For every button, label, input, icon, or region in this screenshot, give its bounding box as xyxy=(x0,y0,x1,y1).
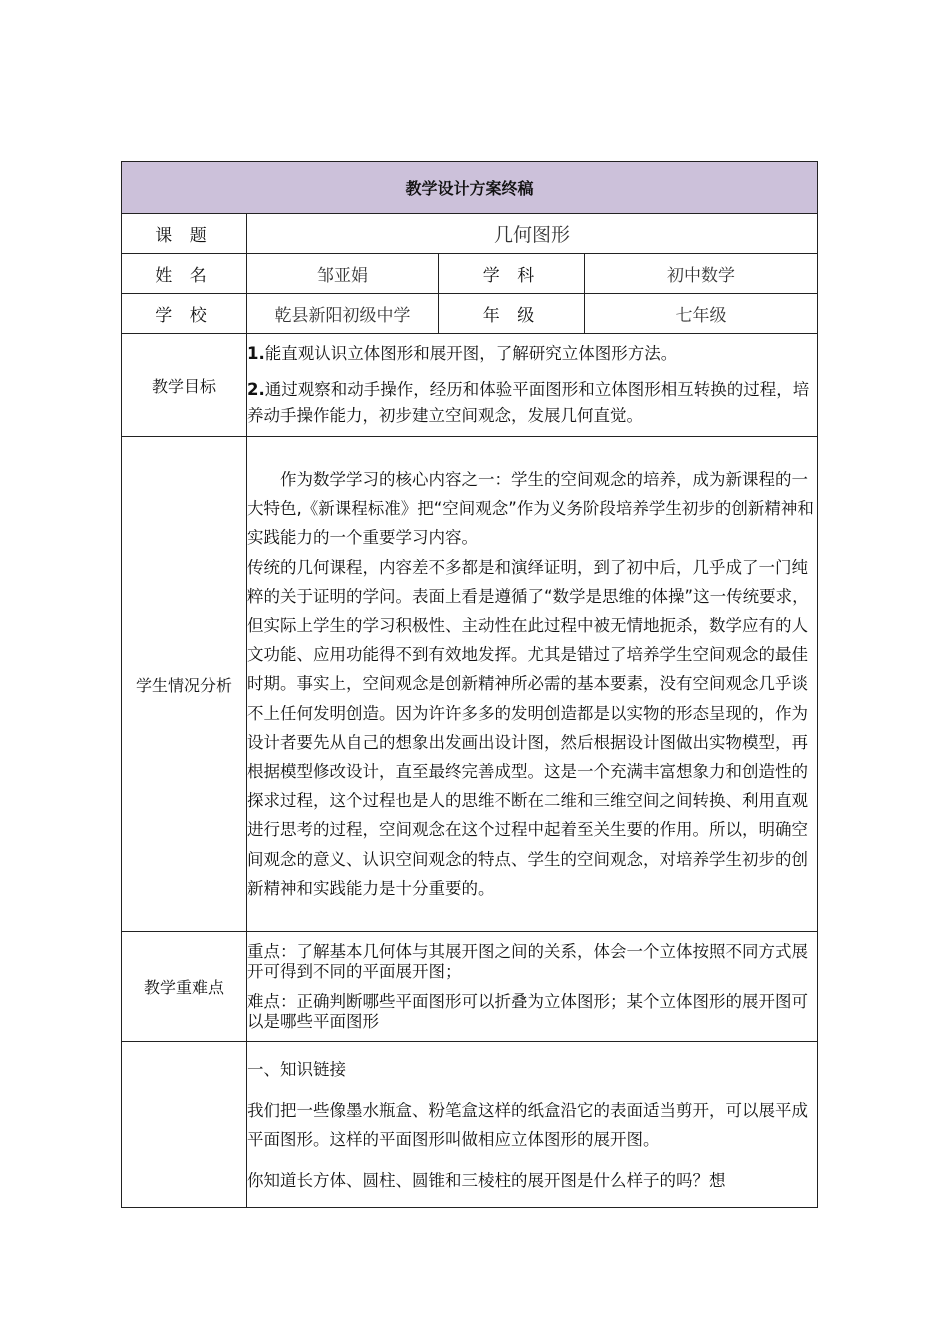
analysis-content xyxy=(247,437,818,932)
focus-key: 重点：了解基本几何体与其展开图之间的关系，体会一个立体按照不同方式展开可得到不同的平面展开图； xyxy=(247,941,808,981)
name-label: 姓 名 xyxy=(122,254,247,294)
topic-value: 几何图形 xyxy=(247,214,818,254)
doc-title: 教学设计方案终稿 xyxy=(122,162,818,214)
goals-label: 教学目标 xyxy=(122,334,247,437)
process-row xyxy=(122,1042,818,1208)
process-content xyxy=(247,1042,818,1208)
analysis-label: 学生情况分析 xyxy=(122,437,247,932)
focus-difficulty: 难点：正确判断哪些平面图形可以折叠为立体图形；某个立体图形的展开图可以是哪些平面图形 xyxy=(247,991,808,1031)
goals-row xyxy=(122,334,818,437)
analysis-row xyxy=(122,437,818,932)
analysis-para-2: 传统的几何课程，内容差不多都是和演绎证明，到了初中后，几乎成了一门纯粹的关于证明的学问。表面上看是遵循了“数学是思维的体操”这一传统要求，但实际上学生的学习积极性、主动性在此过程中被无情地扼杀，数学应有的人文功能、应用功能得不到有效地发挥。尤其是错过了培养学生空间观念的最佳时期。事实上，空间观念是创新精神所必需的基本要素，没有空间观念几乎谈不上任何发明创造。因为许许多多的发明创造都是以实物的形态呈现的，作为设计者要先从自己的想象出发画出设计图，然后根据设计图做出实物模型，再根据模型修改设计，直至最终完善成型。这是一个充满丰富想象力和创造性的探求过程，这个过程也是人的思维不断在二维和三维空间之间转换、利用直观进行思考的过程，空间观念在这个过程中起着至关生要的作用。所以，明确空间观念的意义、认识空间观念的特点、学生的空间观念，对培养学生初步的创新精神和实践能力是十分重要的。 xyxy=(247,557,809,898)
title-row xyxy=(122,162,818,214)
school-value: 乾县新阳初级中学 xyxy=(247,294,439,334)
name-value: 邹亚娟 xyxy=(247,254,439,294)
grade-label: 年 级 xyxy=(439,294,585,334)
process-heading: 一、知识链接 xyxy=(247,1059,346,1079)
school-row xyxy=(122,294,818,334)
school-label: 学 校 xyxy=(122,294,247,334)
subject-label: 学 科 xyxy=(439,254,585,294)
goal-item-2: 2.通过观察和动手操作，经历和体验平面图形和立体图形相互转换的过程，培养动手操作能力，初步建立空间观念，发展几何直觉。 xyxy=(247,380,810,425)
focus-label: 教学重难点 xyxy=(122,932,247,1042)
focus-row xyxy=(122,932,818,1042)
process-para-2: 你知道长方体、圆柱、圆锥和三棱柱的展开图是什么样子的吗？想 xyxy=(247,1170,726,1190)
topic-row xyxy=(122,214,818,254)
name-row xyxy=(122,254,818,294)
subject-value: 初中数学 xyxy=(585,254,818,294)
goals-content xyxy=(247,334,818,437)
focus-content xyxy=(247,932,818,1042)
topic-label: 课 题 xyxy=(122,214,247,254)
analysis-para-1: 作为数学学习的核心内容之一：学生的空间观念的培养，成为新课程的一大特色,《新课程标准》把“空间观念”作为义务阶段培养学生初步的创新精神和实践能力的一个重要学习内容。 xyxy=(247,469,814,548)
grade-value: 七年级 xyxy=(585,294,818,334)
goal-item-1: 1.能直观认识立体图形和展开图，了解研究立体图形方法。 xyxy=(247,344,678,363)
process-para-1: 我们把一些像墨水瓶盒、粉笔盒这样的纸盒沿它的表面适当剪开，可以展平成平面图形。这样的平面图形叫做相应立体图形的展开图。 xyxy=(247,1100,808,1149)
process-label xyxy=(122,1042,247,1208)
lesson-plan-table xyxy=(121,161,818,1208)
